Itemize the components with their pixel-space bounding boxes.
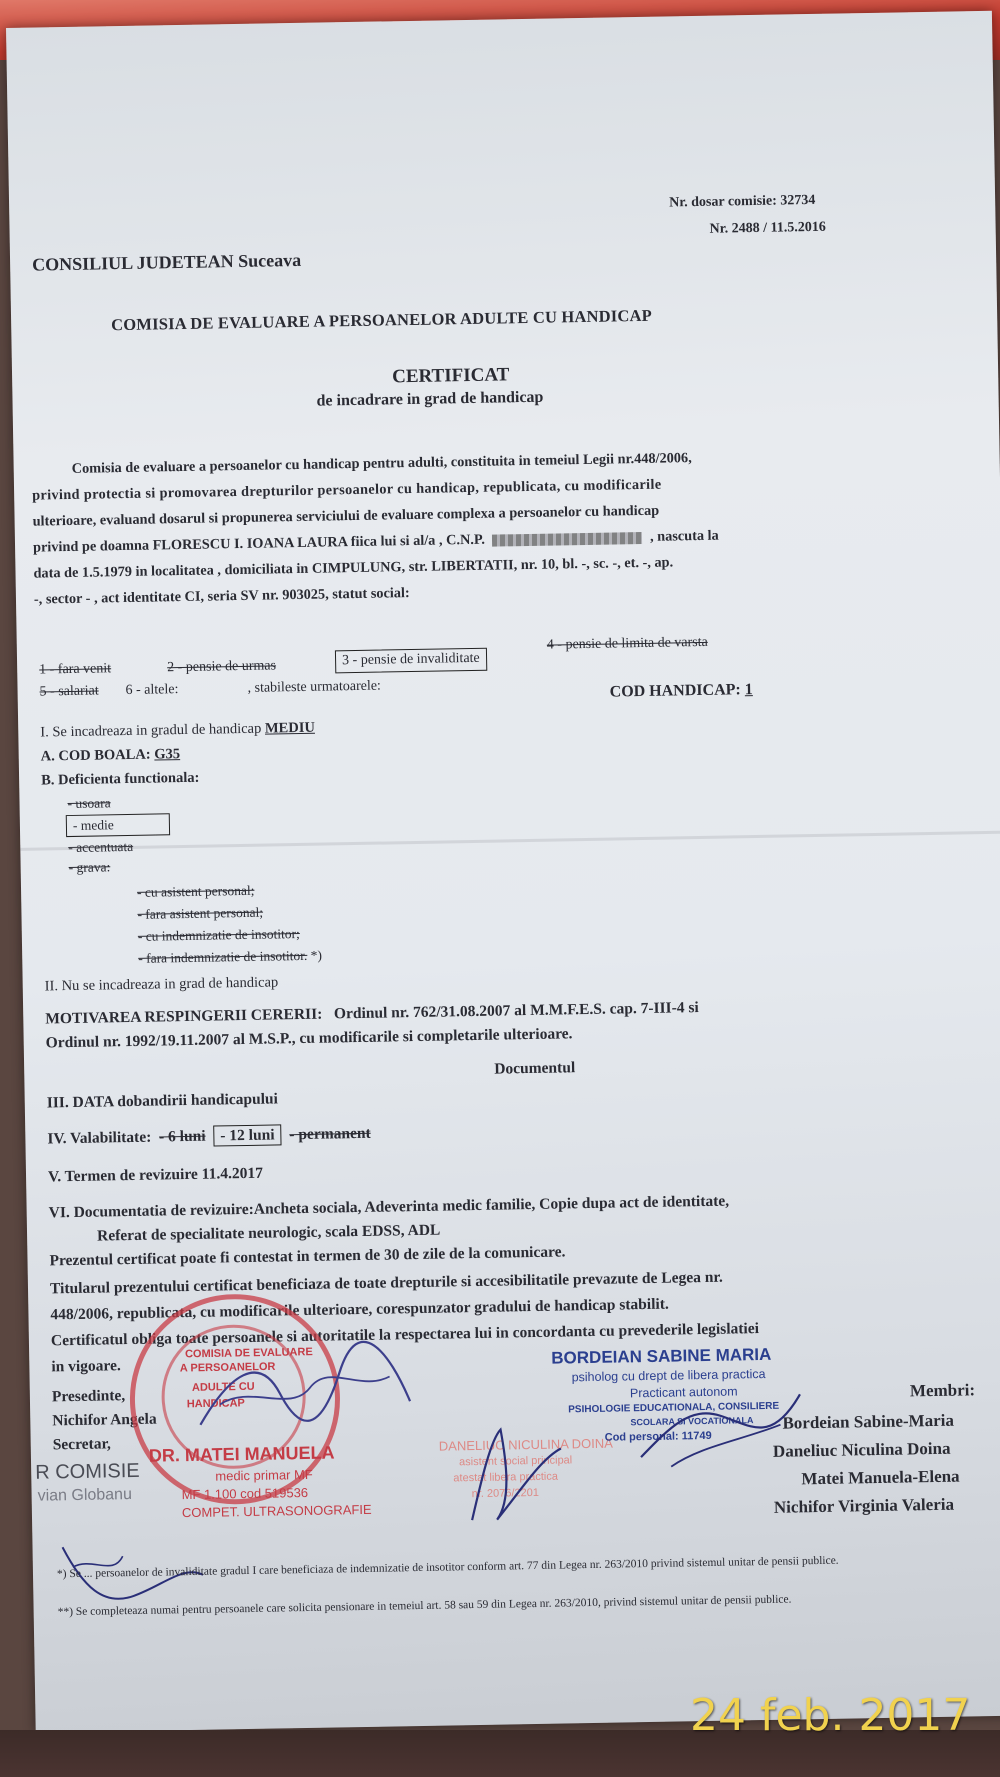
- bordeian-stamp-line-2: psiholog cu drept de libera practica: [571, 1366, 766, 1385]
- termen-revizuire: V. Termen de revizuire 11.4.2017: [47, 1164, 264, 1186]
- motivare-line-2: Ordinul nr. 1992/19.11.2007 al M.S.P., cu modificarile si completarile ulterioare.: [45, 1025, 573, 1052]
- secretar-label: Secretar,: [52, 1435, 111, 1454]
- certificate-title: CERTIFICAT: [391, 364, 510, 388]
- bordeian-signature: [630, 1384, 812, 1477]
- intro-line-2: privind protectia si promovarea drepturilor persoanelor cu handicap, republicata, cu modificarile: [32, 476, 662, 504]
- intro-line-4a: privind pe doamna FLORESCU I. IOANA LAURA fiica lui si al/a , C.N.P.: [32, 531, 486, 556]
- dosar-comisie: Nr. dosar comisie: 32734: [669, 192, 816, 211]
- daneliuc-stamp-line-4: nr. 2076/2201: [471, 1486, 540, 1501]
- matei-stamp-line-4: COMPET. ULTRASONOGRAFIE: [181, 1501, 372, 1521]
- intro-line-6: -, sector - , act identitate CI, seria SV nr. 903025, statut social:: [33, 585, 410, 608]
- valabilitate: [47, 1124, 371, 1151]
- grava-fara-indemnizatie-text: - fara indemnizatie de insotitor.: [138, 947, 308, 966]
- deficienta-functionala: B. Deficienta functionala:: [40, 769, 200, 789]
- closing-line-5: in vigoare.: [51, 1357, 121, 1376]
- section-1: [40, 719, 315, 743]
- deficienta-usoara: - usoara: [67, 795, 111, 812]
- handicap-grade: MEDIU: [264, 719, 316, 737]
- membru-3: Matei Manuela-Elena: [801, 1466, 960, 1489]
- grava-cu-indemnizatie: - cu indemnizatie de insotitor;: [137, 926, 300, 944]
- presedinte-name: Nichifor Angela: [52, 1410, 157, 1430]
- cod-boala: [41, 745, 181, 767]
- certificate-document: [6, 11, 1000, 1733]
- documentatie-line-2: Referat de specialitate neurologic, scala EDSS, ADL: [96, 1221, 441, 1245]
- valabilitate-permanent: - permanent: [289, 1124, 371, 1144]
- round-stamp-line-4: HANDICAP: [186, 1397, 245, 1411]
- presedinte-label: Presedinte,: [51, 1387, 126, 1406]
- membru-2: Daneliuc Niculina Doina: [772, 1438, 951, 1461]
- documentatie-line-1: VI. Documentatia de revizuire:Ancheta sociala, Adeverinta medic familie, Copie dupa act de identitate,: [48, 1192, 730, 1222]
- certificate-number: Nr. 2488 / 11.5.2016: [709, 219, 826, 237]
- commission-name: COMISIA DE EVALUARE A PERSOANELOR ADULTE CU HANDICAP: [111, 305, 653, 335]
- closing-line-1: Prezentul certificat poate fi contestat in termen de 30 de zile de la comunicare.: [49, 1243, 566, 1270]
- bordeian-stamp-line-1: BORDEIAN SABINE MARIA: [551, 1344, 772, 1368]
- status-stabileste: , stabileste urmatoarele:: [247, 678, 382, 696]
- matei-stamp-line-2: medic primar MF: [215, 1466, 313, 1484]
- status-fara-venit: 1 - fara venit: [39, 661, 112, 678]
- intro-line-3: ulterioare, evaluand dosarul si propunerea serviciului de evaluare complexa a persoanelor cu handicap: [32, 502, 660, 530]
- status-pensie-urmas: 2 - pensie de urmas: [167, 658, 277, 676]
- valabilitate-12-luni: - 12 luni: [213, 1124, 282, 1146]
- daneliuc-stamp-line-3: atestat libera practica: [453, 1470, 559, 1485]
- bordeian-stamp-line-4: PSIHOLOGIE EDUCATIONALA, CONSILIERE: [568, 1400, 780, 1416]
- round-stamp-line-1: COMISIA DE EVALUARE: [184, 1346, 313, 1361]
- status-salariat: 5 - salariat: [39, 683, 99, 700]
- bordeian-stamp-line-3: Practicant autonom: [629, 1384, 738, 1401]
- membru-4: Nichifor Virginia Valeria: [773, 1494, 955, 1517]
- council-name: CONSILIUL JUDETEAN Suceava: [31, 249, 302, 275]
- grava-cu-asistent: - cu asistent personal;: [136, 882, 255, 900]
- motivare-line-1: [45, 998, 699, 1030]
- deficienta-medie: - medie: [66, 813, 170, 837]
- data-dobandirii: III. DATA dobandirii handicapului: [46, 1090, 279, 1112]
- status-pensie-limita-varsta: 4 - pensie de limita de varsta: [546, 634, 708, 653]
- motivare-label: MOTIVAREA RESPINGERII CERERII:: [45, 1005, 323, 1028]
- closing-line-4: Certificatul obliga toate persoanele si autoritatile la respectarea lui in concordanta cu prevederile legislatiei: [50, 1320, 760, 1350]
- bordeian-stamp-line-5: SCOLARA SI VOCATIONALA: [630, 1415, 754, 1428]
- section-1-label: I. Se incadreaza in gradul de handicap: [40, 720, 262, 741]
- cod-boala-value: G35: [154, 746, 181, 763]
- comisie-stamp-line-2: vian Globanu: [37, 1486, 133, 1505]
- intro-line-1: Comisia de evaluare a persoanelor cu handicap pentru adulti, constituita in temeiul Legii nr.448/2006,: [71, 450, 692, 477]
- matei-stamp-line-1: DR. MATEI MANUELA: [148, 1442, 335, 1466]
- grava-fara-indemnizatie: [138, 947, 322, 968]
- footnote-1: *) Se ... persoanelor de invaliditate gradul I care beneficiaza de indemnizatie de insotitor conform art. 77 din Legea nr. 263/2010 privind sistemul unitar de pensii publice.: [56, 1554, 839, 1581]
- section-2-label: II. Nu se incadreaza in grad de handicap: [44, 974, 279, 995]
- grava-footnote-mark: *): [310, 947, 323, 963]
- certificate-subtitle: de incadrare in grad de handicap: [316, 388, 544, 410]
- photo-date-stamp: 24 feb. 2017: [690, 1690, 971, 1741]
- status-altele: 6 - altele:: [125, 682, 179, 699]
- presedinte-signature: [186, 1331, 421, 1455]
- cod-boala-label: A. COD BOALA:: [40, 746, 151, 765]
- cod-handicap-value: 1: [744, 681, 753, 699]
- cnp-redacted: [492, 532, 642, 547]
- footnote-2: **) Se completeaza numai pentru persoanele care solicita pensionare in temeiul art. 58 sau 59 din Legea nr. 263/2010, privind sistemul unitar de pensii publice.: [57, 1593, 792, 1619]
- intro-line-4b: , nascuta la: [649, 527, 719, 545]
- cod-handicap-label: COD HANDICAP:: [609, 681, 741, 701]
- round-stamp-line-2: A PERSOANELOR: [179, 1360, 276, 1375]
- closing-line-2: Titularul prezentului certificat beneficiaza de toate drepturile si accesibilitatile prevazute de Legea nr.: [49, 1268, 723, 1298]
- intro-line-5: data de 1.5.1979 in localitatea , domiciliata in CIMPULUNG, str. LIBERTATII, nr. 10, bl. -, sc. -, et. -, ap.: [33, 554, 674, 582]
- motivare-text-1: Ordinul nr. 762/31.08.2007 al M.M.F.E.S. cap. 7-III-4 si: [333, 999, 699, 1023]
- daneliuc-stamp-line-1: DANELIUC NICULINA DOINA: [438, 1435, 614, 1454]
- bordeian-stamp-line-6: Cod personal: 11749: [604, 1429, 712, 1444]
- membri-label: Membri:: [909, 1380, 976, 1401]
- intro-line-4: [33, 527, 719, 558]
- daneliuc-stamp-line-2: asistent social principal: [458, 1454, 573, 1469]
- valabilitate-label: IV. Valabilitate:: [47, 1128, 152, 1148]
- membru-1: Bordeian Sabine-Maria: [782, 1410, 955, 1433]
- closing-line-3: 448/2006, republicata, cu modificarile ulterioare, corespunzator gradului de handicap stabilit.: [50, 1295, 669, 1324]
- status-pensie-invaliditate: 3 - pensie de invaliditate: [335, 648, 487, 674]
- deficienta-grava: - grava:: [68, 859, 111, 876]
- round-stamp-line-3: ADULTE CU: [191, 1380, 255, 1394]
- comisie-stamp-line-1: R COMISIE: [35, 1459, 140, 1484]
- deficienta-accentuata: - accentuata: [68, 838, 134, 856]
- valabilitate-6-luni: - 6 luni: [158, 1127, 206, 1146]
- matei-stamp-line-3: MF 1.100 cod 519536: [181, 1484, 309, 1503]
- grava-fara-asistent: - fara asistent personal;: [137, 904, 264, 922]
- cod-handicap: [609, 679, 752, 703]
- daneliuc-signature: [450, 1418, 572, 1530]
- documentul-label: Documentul: [494, 1059, 576, 1078]
